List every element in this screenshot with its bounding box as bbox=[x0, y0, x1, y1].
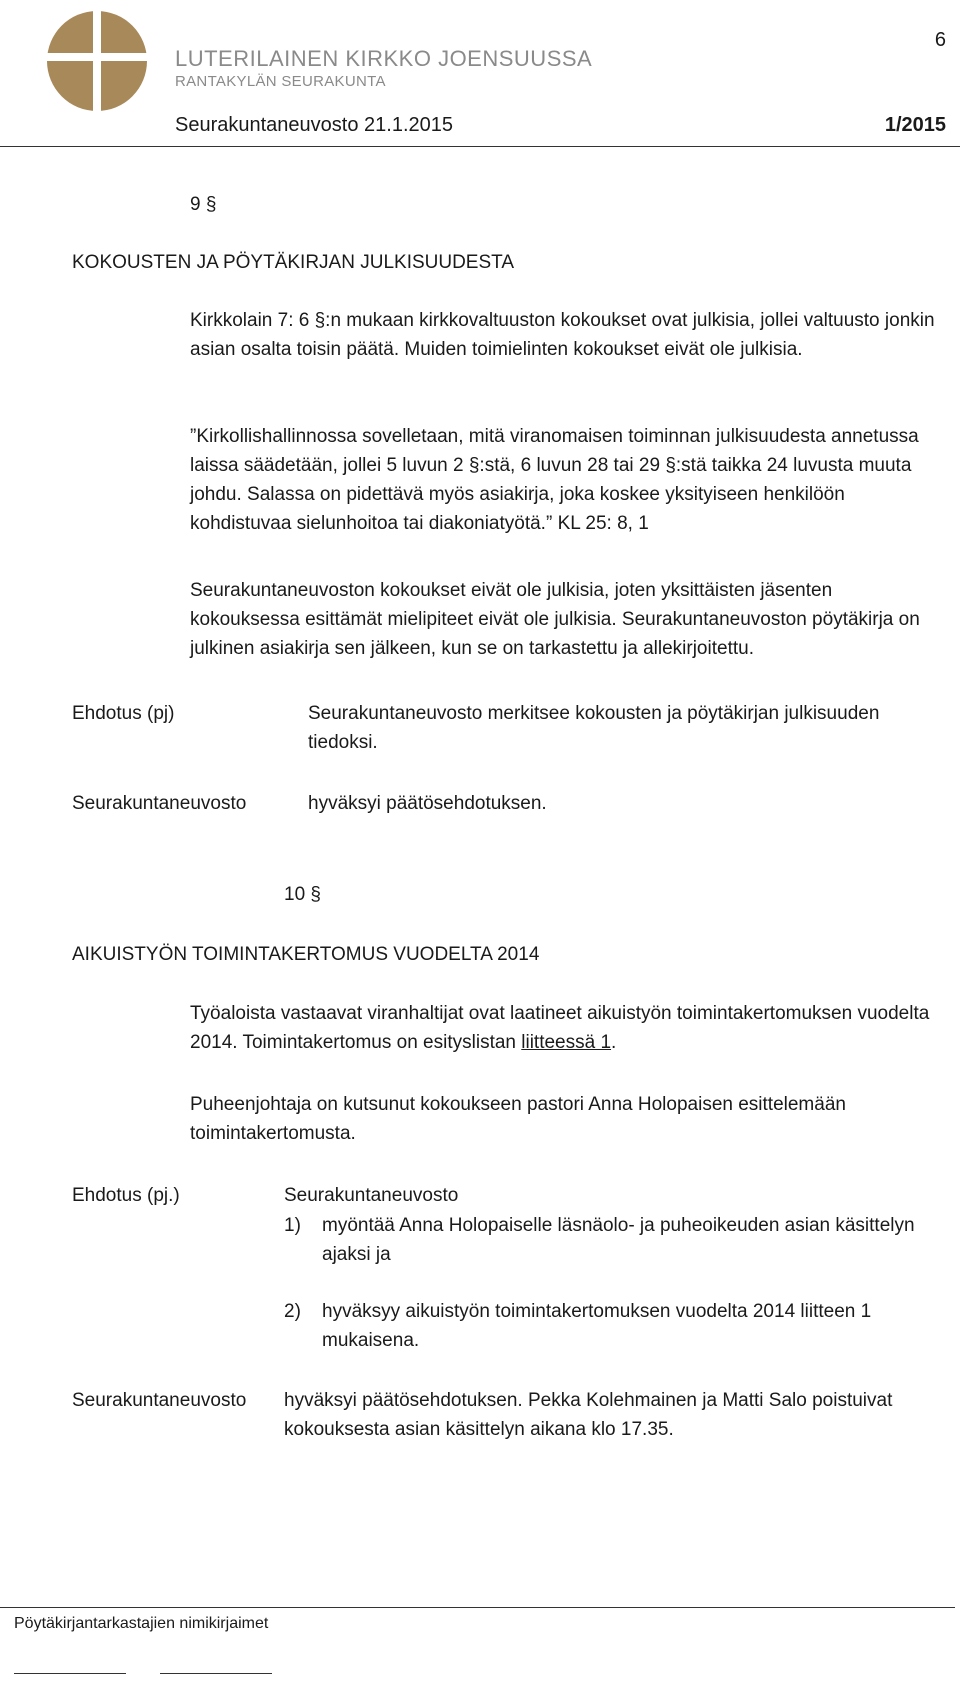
decision-text: hyväksyi päätösehdotuksen. Pekka Kolehmainen ja Matti Salo poistuivat kokouksesta asian käsittelyn aikana klo 17.35. bbox=[284, 1390, 893, 1440]
meeting-title: Seurakuntaneuvosto 21.1.2015 bbox=[175, 114, 453, 136]
section-number: 9 § bbox=[190, 194, 217, 215]
signature-line bbox=[14, 1673, 126, 1674]
paragraph: Puheenjohtaja on kutsunut kokoukseen pastori Anna Holopaisen esittelemään toimintakertomusta. bbox=[190, 1094, 846, 1144]
paragraph: Seurakuntaneuvoston kokoukset eivät ole julkisia, joten yksittäisten jäsenten kokouksessa esittämät mielipiteet eivät ole julkisia. Seurakuntaneuvoston pöytäkirja on julkinen asiakirja sen jälkeen, kun se on tarkastettu ja allekirjoitettu. bbox=[190, 580, 920, 659]
parish-name: RANTAKYLÄN SEURAKUNTA bbox=[175, 73, 386, 90]
quote-paragraph: ”Kirkollishallinnossa sovelletaan, mitä viranomaisen toiminnan julkisuudesta annetussa laissa säädetään, jollei 5 luvun 2 §:stä, 6 luvun 28 tai 29 §:stä taikka 24 luvusta muuta johdu. Salassa on pidettävä myös asiakirja, joka koskee yksityiseen henkilöön kohdistuvaa sielunhoitoa tai diakoniatyötä.” KL 25: 8, 1 bbox=[190, 426, 919, 534]
paragraph: Työaloista vastaavat viranhaltijat ovat laatineet aikuistyön toimintakertomuksen vuodelta 2014. Toimintakertomus on esityslistan liitteessä 1. bbox=[190, 1003, 930, 1053]
decision-label: Seurakuntaneuvosto bbox=[72, 1390, 247, 1411]
section-title: AIKUISTYÖN TOIMINTAKERTOMUS VUODELTA 2014 bbox=[72, 944, 540, 965]
paragraph: Kirkkolain 7: 6 §:n mukaan kirkkovaltuuston kokoukset ovat julkisia, jollei valtuusto jonkin asian osalta toisin päätä. Muiden toimielinten kokoukset eivät ole julkisia. bbox=[190, 310, 935, 360]
section-number: 10 § bbox=[284, 884, 321, 905]
attachment-link[interactable]: liitteessä 1 bbox=[521, 1032, 612, 1053]
proposal-label: Ehdotus (pj) bbox=[72, 703, 175, 724]
list-number: 2) bbox=[284, 1301, 301, 1322]
proposal-label: Ehdotus (pj.) bbox=[72, 1185, 180, 1206]
church-logo bbox=[46, 10, 148, 112]
proposal-intro: Seurakuntaneuvosto bbox=[284, 1185, 459, 1206]
proposal-text: Seurakuntaneuvosto merkitsee kokousten ja pöytäkirjan julkisuuden tiedoksi. bbox=[308, 703, 880, 753]
list-text: myöntää Anna Holopaiselle läsnäolo- ja puheoikeuden asian käsittelyn ajaksi ja bbox=[322, 1215, 915, 1265]
signature-line bbox=[160, 1673, 272, 1674]
decision-text: hyväksyi päätösehdotuksen. bbox=[308, 793, 547, 814]
issue-number: 1/2015 bbox=[884, 114, 946, 136]
page-number: 6 bbox=[934, 29, 946, 51]
section-title: KOKOUSTEN JA PÖYTÄKIRJAN JULKISUUDESTA bbox=[72, 252, 515, 273]
footer-divider bbox=[0, 1607, 955, 1608]
org-name: LUTERILAINEN KIRKKO JOENSUUSSA bbox=[175, 46, 593, 71]
header-divider bbox=[0, 146, 960, 147]
footer-label: Pöytäkirjantarkastajien nimikirjaimet bbox=[14, 1615, 269, 1632]
list-text: hyväksyy aikuistyön toimintakertomuksen vuodelta 2014 liitteen 1 mukaisena. bbox=[322, 1301, 872, 1351]
decision-label: Seurakuntaneuvosto bbox=[72, 793, 247, 814]
list-number: 1) bbox=[284, 1215, 301, 1236]
